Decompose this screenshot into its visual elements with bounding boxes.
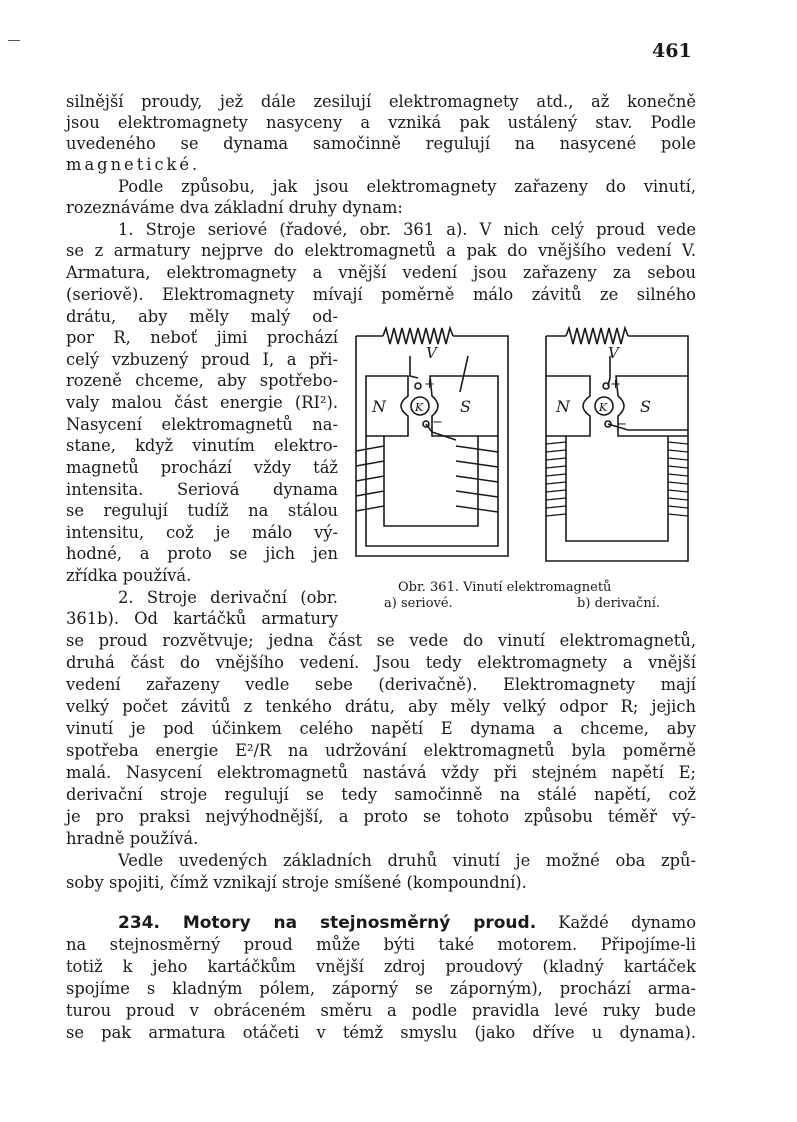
text-line: se pak armatura otáčeti v témž smyslu (jako dříve u dynama). — [66, 1023, 696, 1042]
text-line: malá. Nasycení elektromagnetů nastává vždy při stejném napětí E; — [66, 763, 696, 782]
text-line: se proud rozvětvuje; jedna část se vede do vinutí elektromagnetů, — [66, 631, 696, 650]
text-line: vinutí je pod účinkem celého napětí E dynama a chceme, aby — [66, 719, 696, 738]
figure-b-label-minus: − — [616, 417, 627, 432]
figure-b-label-s: S — [640, 397, 651, 416]
text-line: se z armatury nejprve do elektromagnetů a pak do vnějšího vedení V. — [66, 241, 696, 260]
text-line: jsou elektromagnety nasyceny a vzniká pak ustálený stav. Podle — [66, 113, 696, 132]
figure-b-label-v: V — [608, 344, 619, 362]
text-line: spotřeba energie E²/R na udržování elektromagnetů byla poměrně — [66, 741, 696, 760]
figure-b-label-n: N — [556, 397, 570, 416]
text-line: intensita. Seriová dynama — [66, 480, 338, 499]
figure-a-label-n: N — [372, 397, 386, 416]
text-line: drátu, aby měly malý od- — [66, 307, 338, 326]
figure-a-label-minus: − — [432, 415, 443, 430]
figure-caption-b: b) derivační. — [577, 596, 660, 611]
text-line: na stejnosměrný proud může býti také motorem. Připojíme-li — [66, 935, 696, 954]
text-line: hodné, a proto se jich jen — [66, 544, 338, 563]
text-line: magnetů prochází vždy táž — [66, 458, 338, 477]
text-line: valy malou část energie (RI²). — [66, 393, 338, 412]
figure-caption-title: Obr. 361. Vinutí elektromagnetů — [398, 580, 612, 595]
figure-caption-a: a) seriové. — [384, 596, 453, 611]
text-line: vedení zařazeny vedle sebe (derivačně). Elektromagnety mají — [66, 675, 696, 694]
page-number: 461 — [652, 40, 692, 62]
text-line: je pro praksi nejvýhodnější, a proto se tohoto způsobu téměř vý- — [66, 807, 696, 826]
text-line: hradně používá. — [66, 829, 199, 848]
figure-a-label-plus: + — [424, 377, 435, 392]
text-line: rozeně chceme, aby spotřebo- — [66, 371, 338, 390]
text-line: celý vzbuzený proud I, a při- — [66, 350, 338, 369]
text-line: magnetické. — [66, 155, 201, 174]
text-line: turou proud v obráceném směru a podle pravidla levé ruky bude — [66, 1001, 696, 1020]
figure-b-label-plus: + — [610, 377, 621, 392]
text-line: intensitu, což je málo vý- — [66, 523, 338, 542]
figure-a-label-k: K — [415, 401, 424, 414]
figure-a-label-v: V — [426, 344, 437, 362]
text-line: 1. Stroje seriové (řadové, obr. 361 a). V nich celý proud vede — [118, 220, 696, 239]
text-line: rozeznáváme dva základní druhy dynam: — [66, 198, 403, 217]
text-line: derivační stroje regulují se tedy samočinně na stálé napětí, což — [66, 785, 696, 804]
text-line: druhá část do vnějšího vedení. Jsou tedy elektromagnety a vnější — [66, 653, 696, 672]
text-line: por R, neboť jimi prochází — [66, 328, 338, 347]
text-line: spojíme s kladným pólem, záporný se záporným), prochází arma- — [66, 979, 696, 998]
text-line: se regulují tudíž na stálou — [66, 501, 338, 520]
text-line: 2. Stroje derivační (obr. — [118, 588, 338, 607]
figure-caption — [384, 580, 684, 612]
text-line: velký počet závitů z tenkého drátu, aby měly velký odpor R; jejich — [66, 697, 696, 716]
figure-361-dynamo-windings — [348, 316, 698, 616]
text-line: (seriově). Elektromagnety mívají poměrně málo závitů ze silného — [66, 285, 696, 304]
text-line: silnější proudy, jež dále zesilují elektromagnety atd., až konečně — [66, 92, 696, 111]
section-heading-line: 234. Motory na stejnosměrný proud. Každé dynamo — [118, 913, 696, 933]
text-line: Nasycení elektromagnetů na- — [66, 415, 338, 434]
text-line: soby spojiti, čímž vznikají stroje smíšené (kompoundní). — [66, 873, 527, 892]
text-line: zřídka používá. — [66, 566, 192, 585]
text-line: 361b). Od kartáčků armatury — [66, 609, 338, 628]
page-edge-mark — [8, 40, 20, 41]
text-line: Podle způsobu, jak jsou elektromagnety zařazeny do vinutí, — [118, 177, 696, 196]
figure-b-shunt-circuit — [546, 328, 688, 561]
text-line: Armatura, elektromagnety a vnější vedení jsou zařazeny za sebou — [66, 263, 696, 282]
text-line: totiž k jeho kartáčkům vnější zdroj proudový (kladný kartáček — [66, 957, 696, 976]
text-line: Vedle uvedených základních druhů vinutí je možné oba způ- — [118, 851, 696, 870]
figure-a-series-circuit — [356, 328, 508, 556]
figure-a-label-s: S — [460, 397, 471, 416]
text-line: uvedeného se dynama samočinně regulují na nasycené pole — [66, 134, 696, 153]
figure-b-label-k: K — [599, 401, 608, 414]
text-line: stane, když vinutím elektro- — [66, 436, 338, 455]
